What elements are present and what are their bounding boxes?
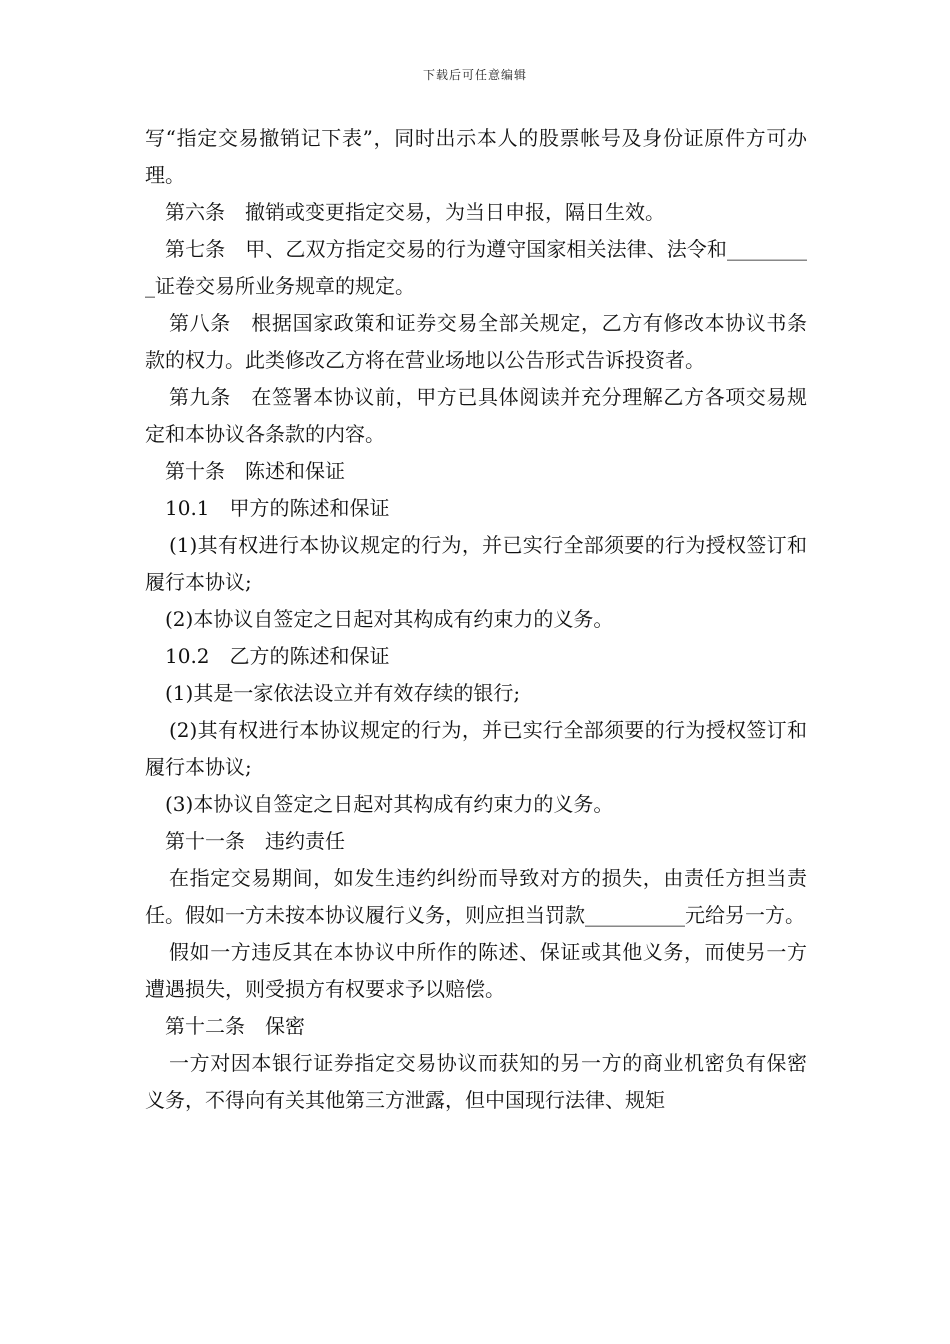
clause-10-1-title: 10.1 甲方的陈述和保证 <box>165 496 390 520</box>
clause-10-2-item-3: (3)本协议自签定之日起对其构成有约束力的义务。 <box>165 792 614 816</box>
article-11-body-1: 在指定交易期间，如发生违约纠纷而导致对方的损失，由责任方担当责任。假如一方未按本协议履行义务，则应担当罚款__________元给另一方。 <box>145 866 807 927</box>
clause-10-2-item-2: (2)其有权进行本协议规定的行为，并已实行全部须要的行为授权签订和履行本协议; <box>145 718 807 779</box>
article-7: 第七条 甲、乙双方指定交易的行为遵守国家相关法律、法令和_________证卷交易所业务规章的规定。 <box>145 237 807 298</box>
article-11-title: 第十一条 违约责任 <box>165 829 345 853</box>
paragraph-continuation: 写“指定交易撤销记下表”，同时出示本人的股票帐号及身份证原件方可办理。 <box>145 126 807 187</box>
article-10-title: 第十条 陈述和保证 <box>165 459 345 483</box>
clause-10-1-item-2: (2)本协议自签定之日起对其构成有约束力的义务。 <box>165 607 614 631</box>
article-6: 第六条 撤销或变更指定交易，为当日申报，隔日生效。 <box>165 200 665 224</box>
clause-10-2-title: 10.2 乙方的陈述和保证 <box>165 644 390 668</box>
clause-10-2-item-1: (1)其是一家依法设立并有效存续的银行; <box>165 681 521 705</box>
article-12-title: 第十二条 保密 <box>165 1014 305 1038</box>
article-8: 第八条 根据国家政策和证券交易全部关规定，乙方有修改本协议书条款的权力。此类修改乙方将在营业场地以公告形式告诉投资者。 <box>145 311 807 372</box>
page-header-note: 下载后可任意编辑 <box>422 68 527 82</box>
article-12-body: 一方对因本银行证券指定交易协议而获知的另一方的商业机密负有保密义务，不得向有关其他第三方泄露，但中国现行法律、规矩 <box>145 1051 807 1112</box>
article-9: 第九条 在签署本协议前，甲方已具体阅读并充分理解乙方各项交易规定和本协议各条款的内容。 <box>145 385 807 446</box>
clause-10-1-item-1: (1)其有权进行本协议规定的行为，并已实行全部须要的行为授权签订和履行本协议; <box>145 533 807 594</box>
article-11-body-2: 假如一方违反其在本协议中所作的陈述、保证或其他义务，而使另一方遭遇损失，则受损方有权要求予以赔偿。 <box>145 940 807 1001</box>
document-body <box>145 120 807 1119</box>
